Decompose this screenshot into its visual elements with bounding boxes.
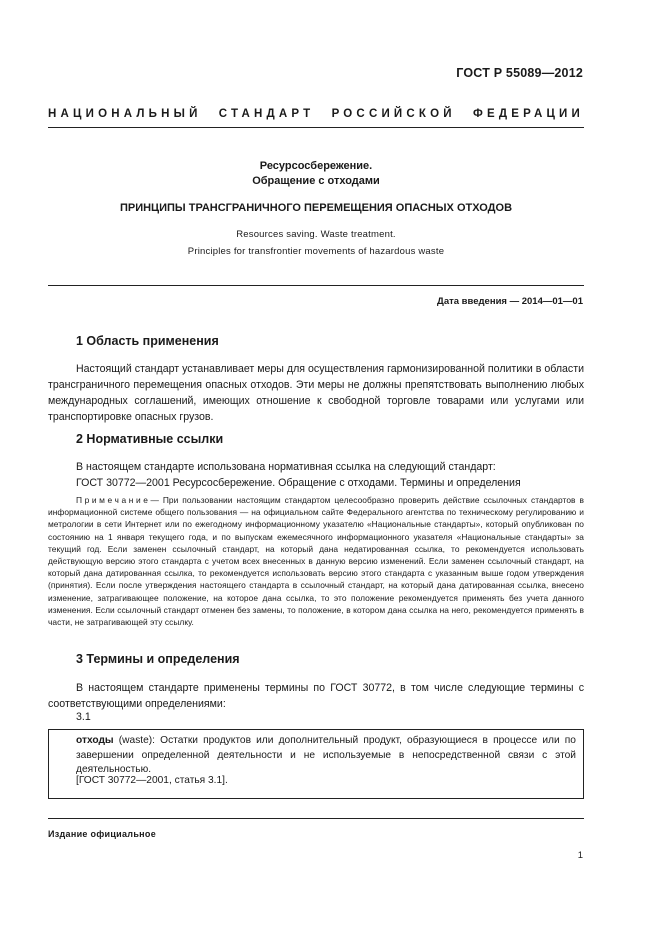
gost-number: ГОСТ Р 55089—2012: [456, 66, 583, 80]
english-title-line-2: Principles for transfrontier movements of hazardous waste: [187, 246, 445, 257]
section-3-text: В настоящем стандарте применены термины по ГОСТ 30772, в том числе следующие термины с соответствующими определениями:: [48, 682, 584, 710]
note-text: — При пользовании настоящим стандартом целесообразно проверить действие ссылочных стандартов в информационной системе общего пользования — на официальном сайте Федерального агентства по техническому регулированию и метрологии в сети Интернет или по ежегодному информационному указателю «Национальные стандарты», который опубликован по состоянию на 1 января текущего года, и по выпускам ежемесячного информационного указателя «Национальные стандарты» за текущий год. Если заменен ссылочный стандарт, на который дана недатированная ссылка, то рекомендуется использовать действующую версию этого стандарта с учетом всех внесенных в данную версию изменений. Если заменен ссылочный стандарт, на который дана датированная ссылка, то рекомендуется использовать версию этого стандарта с указанным выше годом утверждения (принятия). Если после утверждения настоящего стандарта в ссылочный стандарт, на который дана датированная ссылка, внесено изменение, затрагивающее положение, на которое дана ссылка, то это положение рекомендуется применять без учета данного изменения. Если ссылочный стандарт отменен без замены, то положение, в котором дана ссылка на него, рекомендуется применять в части, не затрагивающей эту ссылку.: [48, 495, 584, 628]
reference-note: [48, 494, 584, 628]
section-1-heading: 1 Область применения: [76, 334, 219, 348]
term-source-reference: [ГОСТ 30772—2001, статья 3.1].: [76, 775, 228, 786]
introduction-date: Дата введения — 2014—01—01: [437, 296, 583, 307]
section-1-text: Настоящий стандарт устанавливает меры для осуществления гармонизированной политики в области трансграничного перемещения опасных отходов. Эти меры не должны препятствовать выполнению любых международных соглашений, имеющих отношение к свободной торговле товарами или услугами или транспортировке опасных грузов.: [48, 363, 584, 423]
normative-reference-item: ГОСТ 30772—2001 Ресурсосбережение. Обращение с отходами. Термины и определения: [76, 477, 521, 489]
english-title: [48, 226, 584, 260]
national-standard-banner: НАЦИОНАЛЬНЫЙ СТАНДАРТ РОССИЙСКОЙ ФЕДЕРАЦИИ: [48, 108, 584, 120]
page-number: 1: [577, 850, 583, 861]
term-english: (waste):: [118, 735, 156, 746]
section-2-heading: 2 Нормативные ссылки: [76, 432, 224, 446]
section-3-paragraph: [48, 680, 584, 712]
title-divider: [48, 285, 584, 286]
edition-label: Издание официальное: [48, 829, 157, 839]
footer-divider: [48, 818, 584, 819]
section-1-paragraph: [48, 361, 584, 425]
header-divider: [48, 127, 584, 128]
normative-reference-intro: В настоящем стандарте использована нормативная ссылка на следующий стандарт:: [76, 461, 496, 473]
term-definition: [76, 734, 576, 778]
subtitle-line-2: Обращение с отходами: [252, 175, 380, 187]
term-number: 3.1: [76, 711, 91, 723]
note-label: Примечание: [76, 495, 151, 505]
document-subtitle: [48, 159, 584, 189]
term-definition-text: Остатки продуктов или дополнительный продукт, образующиеся в процессе или по завершении определенной деятельности и не используемые в непосредственной связи с этой деятельностью.: [76, 735, 576, 776]
section-3-heading: 3 Термины и определения: [76, 652, 240, 666]
term-word: отходы: [76, 735, 114, 746]
subtitle-line-1: Ресурсосбережение.: [259, 160, 373, 172]
english-title-line-1: Resources saving. Waste treatment.: [236, 229, 396, 240]
document-title: ПРИНЦИПЫ ТРАНСГРАНИЧНОГО ПЕРЕМЕЩЕНИЯ ОПАСНЫХ ОТХОДОВ: [119, 202, 513, 214]
